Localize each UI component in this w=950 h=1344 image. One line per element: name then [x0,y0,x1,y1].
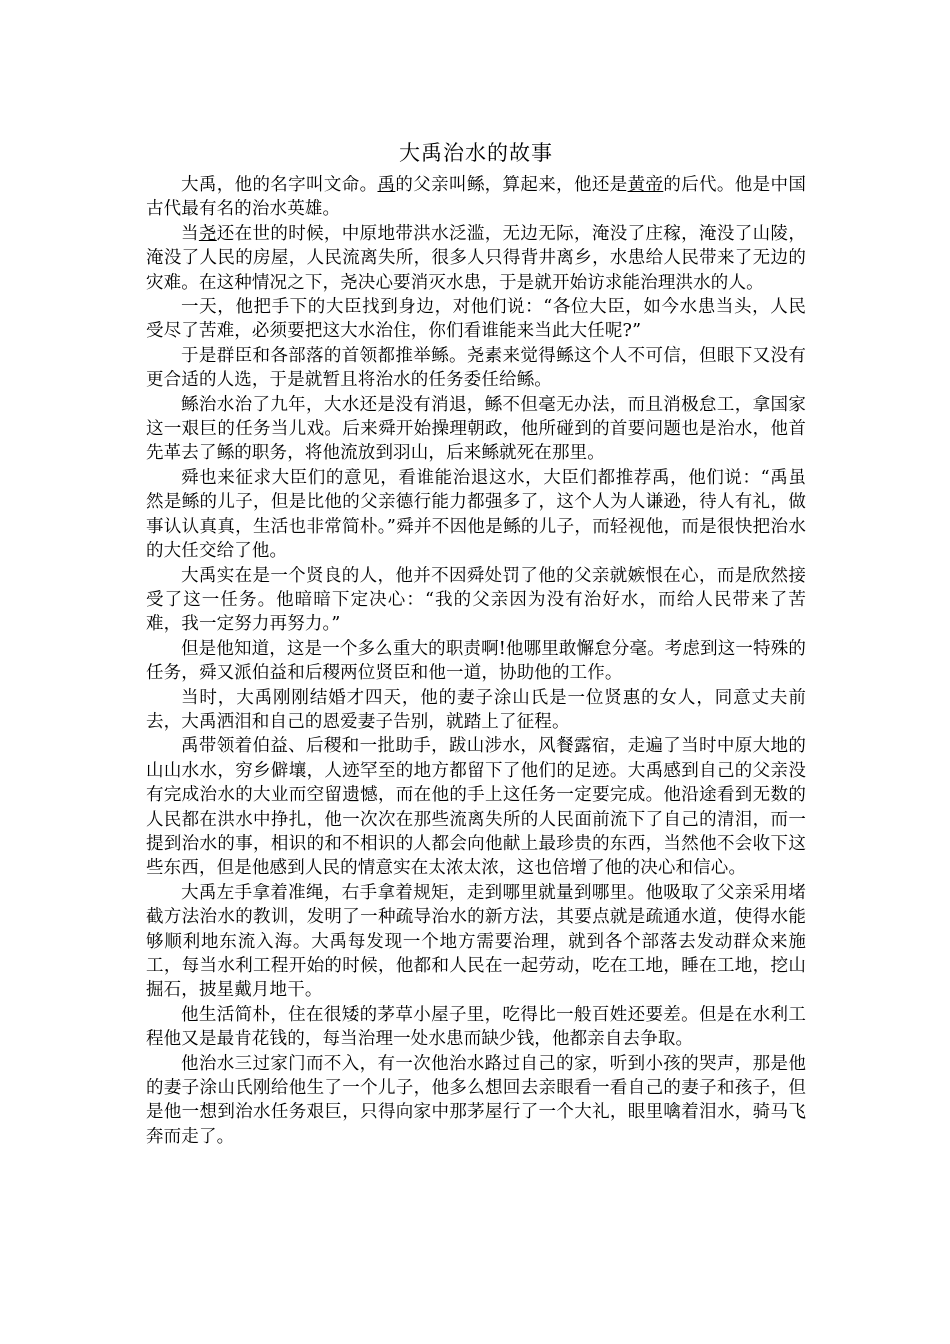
document-body [146,133,806,1149]
link-yu[interactable]: 禹 [377,175,396,195]
paragraph-text: 大禹，他的名字叫文命。 [181,175,378,195]
paragraph: 禹带领着伯益、后稷和一批助手，跋山涉水，风餐露宿，走遍了当时中原大地的山山水水，穷乡僻壤，人迹罕至的地方都留下了他们的足迹。大禹感到自己的父亲没有完成治水的大业而空留遗憾，而在他的手上这任务一定要完成。他沿途看到无数的人民都在洪水中挣扎，他一次次在那些流离失所的人民面前流下了自己的清泪，而一提到治水的事，相识的和不相识的人都会向他献上最珍贵的东西，当然他不会收下这些东西，但是他感到人民的情意实在太浓太浓，这也倍增了他的决心和信心。 [146,736,806,879]
paragraph-text: 当 [181,223,199,244]
paragraph [146,222,806,295]
document-title: 大禹治水的故事 [399,141,553,165]
link-yao[interactable]: 尧 [198,223,217,244]
link-huangdi[interactable]: 黄帝 [627,175,664,195]
paragraph: 大禹实在是一个贤良的人，他并不因舜处罚了他的父亲就嫉恨在心，而是欣然接受了这一任务。他暗暗下定决心：“我的父亲因为没有治好水，而给人民带来了苦难，我一定努力再努力。” [146,565,806,635]
paragraph: 他生活简朴，住在很矮的茅草小屋子里，吃得比一般百姓还要差。但是在水利工程他又是最肯花钱的，每当治理一处水患而缺少钱，他都亲自去争取。 [146,1004,806,1050]
paragraph: 于是群臣和各部落的首领都推举鲧。尧素来觉得鲧这个人不可信，但眼下又没有更合适的人选，于是就暂且将治水的任务委任给鲧。 [146,345,806,391]
paragraph-text: 还在世的时候，中原地带洪水泛滥，无边无际，淹没了庄稼，淹没了山陵，淹没了人民的房屋，人民流离失所，很多人只得背井离乡，水患给人民带来了无边的灾难。在这种情况之下，尧决心要消灭水患，于是就开始访求能治理洪水的人。 [146,223,807,293]
paragraph: 舜也来征求大臣们的意见，看谁能治退这水，大臣们都推荐禹，他们说：“禹虽然是鲧的儿子，但是比他的父亲德行能力都强多了，这个人为人谦逊，待人有礼，做事认认真真，生活也非常简朴。”舜并不因他是鲧的儿子，而轻视他，而是很快把治水的大任交给了他。 [146,467,806,562]
paragraph: 但是他知道，这是一个多么重大的职责啊!他哪里敢懈怠分毫。考虑到这一特殊的任务，舜又派伯益和后稷两位贤臣和他一道，协助他的工作。 [146,638,806,684]
paragraph-text: 的后代。他是中国古代最有名的治水英雄。 [146,175,807,220]
paragraph: 他治水三过家门而不入，有一次他治水路过自己的家，听到小孩的哭声，那是他的妻子涂山氏刚给他生了一个儿子，他多么想回去亲眼看一看自己的妻子和孩子，但是他一想到治水任务艰巨，只得向家中那茅屋行了一个大礼，眼里噙着泪水，骑马飞奔而走了。 [146,1053,806,1147]
paragraph: 大禹左手拿着准绳，右手拿着规矩，走到哪里就量到哪里。他吸取了父亲采用堵截方法治水的教训，发明了一种疏导治水的新方法，其要点就是疏通水道，使得水能够顺利地东流入海。大禹每发现一个地方需要治理，就到各个部落去发动群众来施工，每当水利工程开始的时候，他都和人民在一起劳动，吃在工地，睡在工地，挖山掘石，披星戴月地干。 [146,882,806,1001]
paragraph: 鲧治水治了九年，大水还是没有消退，鲧不但毫无办法，而且消极怠工，拿国家这一艰巨的任务当儿戏。后来舜开始操理朝政，他所碰到的首要问题也是治水，他首先革去了鲧的职务，将他流放到羽山，后来鲧就死在那里。 [146,394,806,464]
paragraph: 当时，大禹刚刚结婚才四天，他的妻子涂山氏是一位贤惠的女人，同意丈夫前去，大禹洒泪和自己的恩爱妻子告别，就踏上了征程。 [146,687,806,732]
paragraph-text: 的父亲叫鲧，算起来，他还是 [395,175,628,195]
paragraph [146,173,806,222]
paragraph: 一天，他把手下的大臣找到身边，对他们说：“各位大臣，如今水患当头，人民受尽了苦难，必须要把这大水治住，你们看谁能来当此大任呢?” [146,297,806,342]
